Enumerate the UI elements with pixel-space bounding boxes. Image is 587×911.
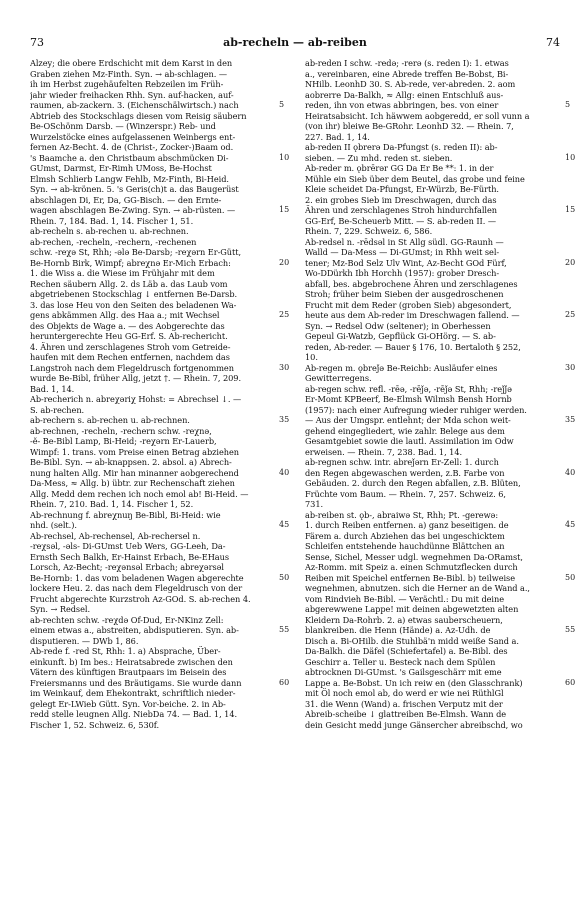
text-line: Sense, Sichel, Messer udgl. wegnehmen Da-ORamst,: [305, 551, 523, 562]
line-number: 60: [565, 677, 576, 687]
text-line: Fischer 1, 52. Schweiz. 6, 530f.: [30, 719, 160, 730]
text-line: Da-Mess, ≈ Allg. b) übtr. zur Rechenschaft ziehen: [30, 478, 235, 488]
text-line: -ĕ- Be-Bibl Lamp, Bi-Heid; -reχərn Er-Lauerb,: [30, 436, 217, 446]
text-line: dein Gesicht medd junge Gänsercher abreibschd, wo: [305, 719, 523, 730]
text-line: abschlagen Di, Er, Da, GG-Bisch. — den Ernte-: [30, 194, 222, 205]
text-line: mit Öl noch emol ab, do werd er wie nei RüthlGl: [305, 688, 504, 698]
text-line: Er-Momt KPBeerf, Be-Elmsh Wilmsh Bensh Hornb: [305, 394, 512, 404]
text-line: Syn. → ab-krönen. 5. 's Geris(ch)t a. das Baugerüst: [30, 184, 239, 194]
right-column: [305, 58, 562, 730]
text-line: abtrocknen Di-GUmst. 's Gailsgeschärr mit eme: [305, 667, 502, 677]
line-number: 40: [279, 467, 290, 477]
text-line: Wurzelstöcke eines aufgelassenen Weinbergs ent-: [30, 131, 236, 142]
line-number: 35: [565, 415, 576, 424]
text-line: Ab-regen m. ǫbreǰə Be-Reichb: Ausläufer eines: [305, 362, 498, 373]
text-line: Alzey; die obere Erdschicht mit dem Karst in den: [30, 58, 233, 68]
text-line: Rhein. 7, 229. Schweiz. 6, 586.: [305, 226, 433, 236]
text-line: -reχsəl, -əls- Di-GUmst Ueb Wers, GG-Leeh, Da-: [30, 541, 226, 551]
text-line: Frucht mit dem Reder (groben Sieb) abgesondert,: [305, 299, 512, 310]
text-line: ab-rechen, -recheln, -rechern, -rechenen: [30, 236, 197, 247]
line-number: 55: [279, 625, 290, 634]
text-line: Be-Bibl. Syn. → ab-knappsen. 2. absol. a) Abrech-: [30, 457, 232, 467]
line-number: 10: [565, 152, 576, 162]
left-page-number: 73: [30, 36, 44, 49]
text-line: Az-Romm. mit Speiz a. einen Schmutzflecken durch: [305, 562, 518, 572]
text-line: Ab-recherich n. abreχəriχ Hohst: = Abrechsel ↓. —: [30, 394, 242, 404]
text-line: 1. durch Reiben entfernen. a) ganz beseitigen. de: [305, 520, 509, 530]
text-line: Schleifen entstehende hauchdünne Blättchen an: [305, 541, 505, 551]
text-line: 3. das lose Heu von den Seiten des beladenen Wa-: [30, 299, 237, 310]
text-line: Frucht abgerechte Kurzstroh Az-GOd. S. ab-rechen 4.: [30, 593, 251, 604]
text-line: Mühle ein Sieb über dem Beutel, das grobe und feine: [305, 173, 525, 184]
text-line: abfall, bes. abgebrochene Ähren und zerschlagenes: [305, 278, 518, 289]
text-line: nung halten Allg. Mir han minanner aobgerechend: [30, 467, 239, 478]
line-number: 5: [565, 100, 571, 109]
text-line: blankreiben. die Henn (Hände) a. Az-Udh. de: [305, 625, 491, 635]
line-number: 45: [279, 520, 290, 529]
text-line: gens abkämmen Allg. des Haa a.; mit Wechsel: [30, 310, 220, 320]
text-line: einkunft. b) Im bes.: Heiratsabrede zwischen den: [30, 656, 233, 667]
text-line: (von ihr) bleiwe Be-GRohr. LeonhD 32. — Rhein. 7,: [305, 121, 514, 131]
text-line: des Objekts de Wage a. — des Aobgerechte das: [30, 320, 225, 331]
text-line: Kleidern Da-Rohrb. 2. a) etwas sauberscheuern,: [305, 614, 503, 625]
text-line: Be-Hornb: 1. das vom beladenen Wagen abgerechte: [30, 572, 244, 583]
text-line: im Weinkauf, dem Ehekontrakt, schriftlich nieder-: [30, 688, 236, 698]
text-line: ab-recheln s. ab-rechen u. ab-rechnen.: [30, 226, 189, 236]
text-line: Vätern des künftigen Brautpaars im Beisein des: [30, 667, 227, 677]
text-line: Früchte vom Baum. — Rhein. 7, 257. Schweiz. 6,: [305, 488, 506, 499]
line-number: 60: [279, 677, 290, 687]
text-line: jahr wieder freihacken Rhh. Syn. auf-hacken, auf-: [30, 89, 234, 100]
text-line: Ab-rechnung f. abreχnuŋ Be-Bibl, Bi-Heid: wie: [30, 509, 221, 520]
text-line: — Aus der Umgspr. entlehnt; der Mda schon weit-: [305, 415, 511, 425]
text-line: Wo-DDürkh Ibh Horchh (1957): grober Dresch-: [305, 268, 500, 278]
text-line: vom Rindvieh Be-Bibl. — Verächtl.: Du mit deine: [305, 593, 505, 604]
text-line: Lorsch, Az-Becht; -reχənsəl Erbach; abreχərsəl: [30, 562, 224, 572]
text-line: wagen abschlagen Be-Zwing. Syn. → ab-rüsten. —: [30, 205, 236, 215]
line-number: 15: [565, 205, 576, 214]
text-line: heruntergerechte Heu GG-Erf. S. Ab-rechericht.: [30, 331, 228, 341]
text-line: disputieren. — DWb 1, 86.: [30, 635, 139, 646]
line-number: 15: [279, 205, 290, 214]
page-header: [30, 36, 560, 50]
text-line: Färem a. durch Abziehen das bei ungeschicktem: [305, 530, 505, 541]
text-line: Ab-rechsel, Ab-rechensel, Ab-rechersel n.: [30, 530, 201, 541]
text-line: Gewitterregens.: [305, 373, 372, 383]
line-number: 25: [565, 310, 576, 319]
text-line: Be-OSchönm Darsb. — (Winzerspr.) Reb- und: [30, 121, 216, 131]
text-line: Rhein. 7, 210. Bad. 1, 14. Fischer 1, 52.: [30, 499, 194, 509]
text-line: GUmst, Darmst, Er-Rimh UMoss, Be-Hochst: [30, 163, 212, 173]
text-line: ab-reden II ǫbrerə Da-Pfungst (s. reden II): ab-: [305, 142, 498, 152]
text-line: reden, ihn von etwas abbringen, bes. von einer: [305, 100, 499, 110]
text-line: Syn. → Redsel Odw (seltener); in Oberhessen: [305, 320, 491, 331]
line-number: 50: [279, 572, 290, 582]
line-number: 25: [279, 310, 290, 319]
text-line: Ab-redsel n. -rēdsəl in St Allg südl. GG-Raunh —: [305, 236, 504, 247]
text-line: ab-rechnen, -recheln, -rechern schw. -reχnə,: [30, 425, 212, 436]
text-line: Reiben mit Speichel entfernen Be-Bibl. b) teilweise: [305, 572, 516, 583]
text-line: nhd. (selt.).: [30, 520, 77, 530]
text-line: schw. -reχə St, Rhh; -ələ Be-Darsb; -reχərn Er-Gütt,: [30, 247, 242, 257]
text-line: tener; Mz-Bod Selz Ulv Wint, Az-Becht GOd Fürf,: [305, 257, 507, 268]
line-number: 5: [279, 100, 285, 109]
line-number: 10: [279, 152, 290, 162]
text-line: Ernsth Sech Balkh, Er-Hainst Erbach, Be-EHaus: [30, 551, 229, 562]
line-number: 30: [565, 362, 576, 372]
text-line: Rechen säubern Allg. 2. ds Läb a. das Laub vom: [30, 278, 228, 289]
text-line: Lappe a. Be-Bobst. Un ich reiw en (den Glasschrank): [305, 677, 523, 688]
line-number: 40: [565, 467, 576, 477]
text-line: ab-rechten schw. -reχdə Of-Dud, Er-NKinz Zell:: [30, 614, 224, 625]
line-number: 30: [279, 362, 290, 372]
line-number: 20: [279, 257, 290, 267]
text-line: Abreib-scheibe ↓ glattreiben Be-Elmsh. Wann de: [305, 709, 507, 719]
line-number: 35: [279, 415, 290, 424]
line-number: 45: [565, 520, 576, 529]
right-page-number: 74: [546, 36, 560, 49]
text-line: gehend eingegliedert, wie zahlr. Belege aus dem: [305, 425, 505, 436]
text-line: Ähren und zerschlagenes Stroh hindurchfallen: [305, 205, 497, 215]
left-column: [30, 58, 292, 730]
text-line: Heiratsabsicht. Ich häwwem aobgeredd, er soll vunn a: [305, 110, 530, 121]
text-line: 31. die Wenn (Wand) a. frischen Verputz mit der: [305, 698, 503, 709]
text-line: aobrerre Da-Balkh, ≈ Allg: einen Entschluß aus-: [305, 89, 504, 100]
text-line: ab-rechern s. ab-rechen u. ab-rechnen.: [30, 415, 190, 425]
text-line: fernen Az-Becht. 4. de (Christ-, Zocker-)Baam od.: [30, 142, 234, 152]
text-line: Abtrieb des Stockschlags diesen vom Reisig säubern: [30, 110, 247, 121]
text-line: reden, Ab-reder. — Bauer § 176, 10. Bertaloth § 252,: [305, 341, 521, 352]
line-number: 50: [565, 572, 576, 582]
text-line: redd stelle leugnen Allg. NiebDa 74. — Bad. 1, 14.: [30, 709, 238, 719]
text-line: Ab-reder m. ǫbrērər GG Da Er Be **: 1. in der: [305, 163, 494, 173]
text-line: Rhein. 7, 184. Bad. 1, 14. Fischer 1, 51.: [30, 215, 194, 226]
text-line: lockere Heu. 2. das nach dem Flegeldrusch von der: [30, 583, 243, 593]
text-line: wegnehmen, abnutzen. sich die Herner an de Wand a.,: [305, 583, 530, 593]
text-line: a., vereinbaren, eine Abrede treffen Be-Bobst, Bi-: [305, 68, 509, 79]
text-line: 2. ein grobes Sieb im Dreschwagen, durch das: [305, 194, 497, 205]
text-line: ab-reden I schw. -redə; -rerə (s. reden I): 1. etwas: [305, 58, 509, 68]
text-line: erweisen. — Rhein. 7, 238. Bad. 1, 14.: [305, 446, 463, 457]
text-line: Ab-rede f. -red St, Rhh: 1. a) Absprache, Über-: [30, 646, 221, 656]
text-line: ab-regen schw. refl. -rēə, -rēǰə, -rēǰə St, Rhh; -reǰǰə: [305, 383, 512, 394]
text-line: 's Baamche a. den Christbaum abschmücken Di-: [30, 152, 229, 163]
text-line: ab-reiben st. ǫb-, abraiwə St, Rhh; Pt. -gerewə:: [305, 509, 499, 520]
text-line: gelegt Er-LWieb Gütt. Syn. Vor-beiche. 2. in Ab-: [30, 698, 226, 709]
text-line: Stroh; früher beim Sieben der ausgedroschenen: [305, 289, 504, 299]
text-line: Gesamtgebiet sowie die lautl. Assimilation im Odw: [305, 436, 514, 446]
text-line: wurde Be-Bibl, früher Allg, jetzt †. — Rhein. 7, 209.: [30, 373, 242, 383]
text-line: S. ab-rechen.: [30, 404, 85, 415]
text-line: ih im Herbst zugehäufelten Rebzeilen im Früh-: [30, 79, 224, 89]
text-line: 4. Ähren und zerschlagenes Stroh vom Getreide-: [30, 341, 231, 352]
text-line: Syn. → Redsel.: [30, 604, 90, 614]
text-line: Gebäuden. 2. durch den Regen abfallen, z.B. Blüten,: [305, 478, 521, 488]
text-line: Freiersmanns und des Bräutigams. Sie wurde dann: [30, 677, 242, 688]
text-line: Graben ziehen Mz-Finth. Syn. → ab-schlagen. —: [30, 68, 228, 79]
text-line: Gepeul Gi-Watzb, Gepflück Gi-OHörg. — S. ab-: [305, 331, 496, 341]
text-line: Be-Hornb Birk, Wimpf; abreχnə Er-Mich Erbach:: [30, 257, 231, 268]
text-line: haufen mit dem Rechen entfernen, nachdem das: [30, 352, 230, 362]
text-line: (1957): nach einer Aufregung wieder ruhiger werden.: [305, 404, 527, 415]
text-line: abgerewwene Lappe! mit deinen abgewetzten alten: [305, 604, 519, 614]
text-line: GG-Erf, Be-Scheuerb Mitt. — S. ab-reden II. —: [305, 215, 496, 226]
text-line: den Regen abgewaschen werden, z.B. Farbe von: [305, 467, 505, 478]
text-line: Walld — Da-Mess — Di-GUmst; in Rhh weit sel-: [305, 247, 500, 257]
text-line: abgetriebenen Stockschlag ↓ entfernen Be-Darsb.: [30, 289, 238, 299]
text-line: sieben. — Zu mhd. reden st. sieben.: [305, 152, 453, 163]
text-line: ab-regnen schw. intr. abreǰərn Er-Zell: 1. durch: [305, 457, 499, 467]
text-line: Wimpf: 1. trans. vom Preise einen Betrag abziehen: [30, 446, 240, 457]
text-line: Disch a. Bi-OHilb. die Stuhlbä'n midd weiße Sand a.: [305, 635, 519, 646]
line-number: 20: [565, 257, 576, 267]
text-line: NHilb. LeonhD 30. S. Ab-rede, ver-abreden. 2. aom: [305, 79, 516, 89]
running-title: ab-recheln — ab-reiben: [223, 36, 367, 49]
text-line: 10.: [305, 352, 318, 362]
text-line: einem etwas a., abstreiten, abdisputieren. Syn. ab-: [30, 625, 239, 635]
text-line: 227. Bad. 1, 14.: [305, 131, 370, 142]
text-line: Langstroh nach dem Flegeldrusch fortgenommen: [30, 362, 234, 373]
text-line: Allg. Medd dem rechen ich noch emol ab! Bi-Heid. —: [30, 488, 249, 499]
text-line: Geschirr a. Teller u. Besteck nach dem Spülen: [305, 656, 496, 667]
text-line: Elmsh Schlierb Langw Fehlb, Mz-Finth, Bi-Heid.: [30, 173, 229, 184]
text-line: Kleie scheidet Da-Pfungst, Er-Würzb, Be-Fürth.: [305, 184, 499, 194]
line-number: 55: [565, 625, 576, 634]
text-line: 1. die Wiss a. die Wiese im Frühjahr mit dem: [30, 268, 215, 278]
text-line: raumen, ab-zackern. 3. (Eichenschälwirtsch.) nach: [30, 100, 239, 110]
text-line: Da-Balkh. die Däfel (Schiefertafel) a. Be-Bibl. des: [305, 646, 508, 656]
text-line: heute aus dem Ab-reder im Dreschwagen fallend. —: [305, 310, 520, 320]
text-line: Bad. 1, 14.: [30, 383, 75, 394]
text-line: 731.: [305, 499, 324, 509]
